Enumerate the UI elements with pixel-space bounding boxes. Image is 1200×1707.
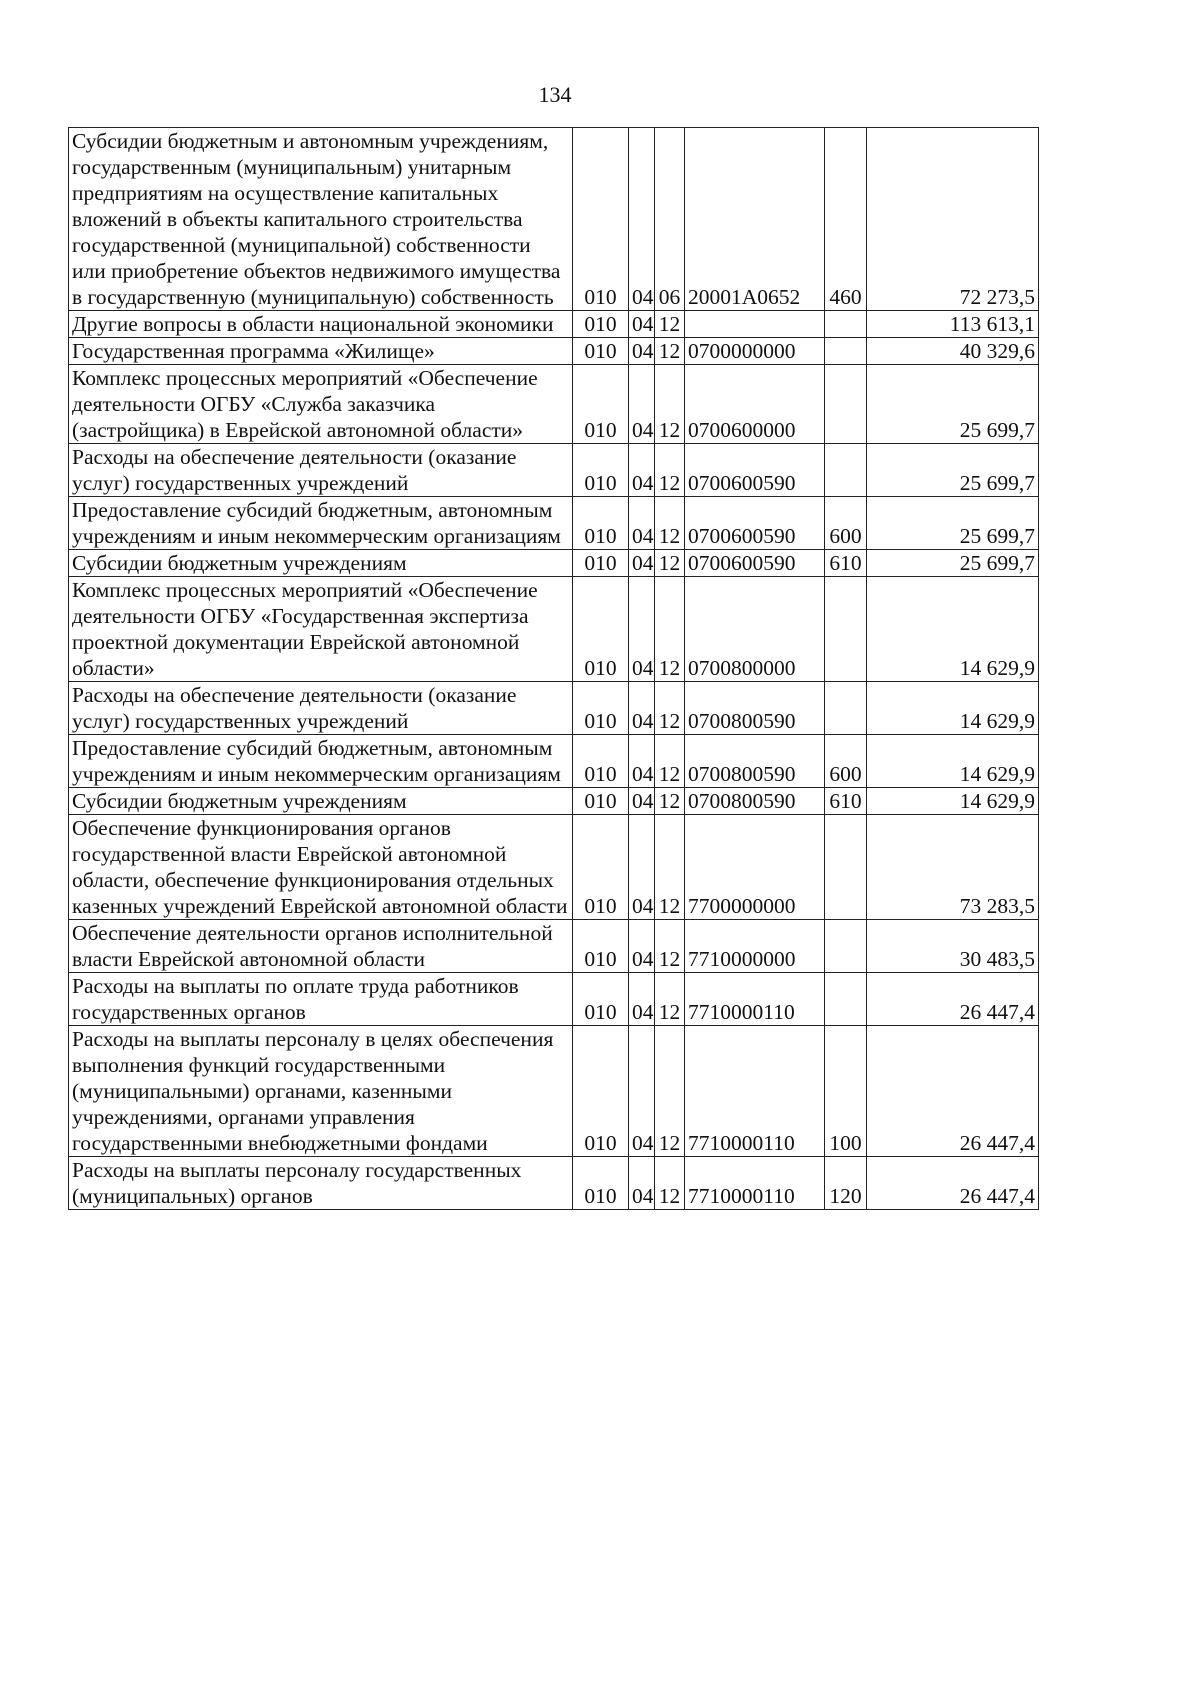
expense-name-cell: Обеспечение деятельности органов исполнительной власти Еврейской автономной области: [69, 920, 573, 973]
expense-name-cell: Предоставление субсидий бюджетным, автономным учреждениям и иным некоммерческим организациям: [69, 735, 573, 788]
section-code-cell: 04: [629, 815, 655, 920]
expense-name-cell: Расходы на выплаты персоналу государственных (муниципальных) органов: [69, 1157, 573, 1210]
section-code-cell: 04: [629, 311, 655, 338]
target-article-code-cell: 7710000110: [685, 973, 825, 1026]
expense-name-cell: Государственная программа «Жилище»: [69, 338, 573, 365]
table-row: [69, 735, 1039, 788]
expense-type-code-cell: 600: [825, 735, 867, 788]
expense-type-code-cell: [825, 365, 867, 444]
subsection-code-cell: 12: [655, 444, 685, 497]
amount-cell: 26 447,4: [867, 973, 1039, 1026]
department-code-cell: 010: [573, 788, 629, 815]
section-code-cell: 04: [629, 920, 655, 973]
expense-name-cell: Расходы на обеспечение деятельности (оказание услуг) государственных учреждений: [69, 682, 573, 735]
amount-cell: 113 613,1: [867, 311, 1039, 338]
amount-cell: 25 699,7: [867, 550, 1039, 577]
expense-type-code-cell: [825, 311, 867, 338]
department-code-cell: 010: [573, 577, 629, 682]
table-row: [69, 788, 1039, 815]
table-row: [69, 973, 1039, 1026]
section-code-cell: 04: [629, 128, 655, 311]
target-article-code-cell: 7710000000: [685, 920, 825, 973]
amount-cell: 30 483,5: [867, 920, 1039, 973]
table-row: [69, 1026, 1039, 1157]
department-code-cell: 010: [573, 682, 629, 735]
section-code-cell: 04: [629, 682, 655, 735]
amount-cell: 14 629,9: [867, 682, 1039, 735]
expense-type-code-cell: [825, 444, 867, 497]
budget-table-body: [69, 128, 1039, 1210]
table-row: [69, 815, 1039, 920]
expense-type-code-cell: [825, 920, 867, 973]
expense-name-cell: Субсидии бюджетным учреждениям: [69, 550, 573, 577]
expense-name-cell: Субсидии бюджетным и автономным учреждениям, государственным (муниципальным) унитарным предприятиям на осуществление капитальных вложений в объекты капитального строительства государственной (муниципальной) собственности или приобретение объектов недвижимого имущества в государственную (муниципальную) собственность: [69, 128, 573, 311]
department-code-cell: 010: [573, 497, 629, 550]
amount-cell: 73 283,5: [867, 815, 1039, 920]
expense-type-code-cell: 610: [825, 788, 867, 815]
amount-cell: 14 629,9: [867, 577, 1039, 682]
target-article-code-cell: 0700800590: [685, 682, 825, 735]
expense-name-cell: Расходы на выплаты персоналу в целях обеспечения выполнения функций государственными (муниципальными) органами, казенными учреждениями, органами управления государственными внебюджетными фондами: [69, 1026, 573, 1157]
expense-type-code-cell: [825, 338, 867, 365]
amount-cell: 25 699,7: [867, 444, 1039, 497]
expense-type-code-cell: 100: [825, 1026, 867, 1157]
amount-cell: 14 629,9: [867, 788, 1039, 815]
page-number: 134: [538, 82, 572, 107]
section-code-cell: 04: [629, 550, 655, 577]
expense-type-code-cell: 610: [825, 550, 867, 577]
department-code-cell: 010: [573, 311, 629, 338]
subsection-code-cell: 12: [655, 577, 685, 682]
subsection-code-cell: 06: [655, 128, 685, 311]
subsection-code-cell: 12: [655, 550, 685, 577]
expense-name-cell: Комплекс процессных мероприятий «Обеспечение деятельности ОГБУ «Служба заказчика (застройщика) в Еврейской автономной области»: [69, 365, 573, 444]
department-code-cell: 010: [573, 444, 629, 497]
target-article-code-cell: 0700600000: [685, 365, 825, 444]
subsection-code-cell: 12: [655, 788, 685, 815]
department-code-cell: 010: [573, 338, 629, 365]
expense-name-cell: Расходы на выплаты по оплате труда работников государственных органов: [69, 973, 573, 1026]
amount-cell: 72 273,5: [867, 128, 1039, 311]
target-article-code-cell: 0700800590: [685, 735, 825, 788]
amount-cell: 14 629,9: [867, 735, 1039, 788]
target-article-code-cell: 7710000110: [685, 1026, 825, 1157]
subsection-code-cell: 12: [655, 735, 685, 788]
section-code-cell: 04: [629, 365, 655, 444]
expense-type-code-cell: [825, 973, 867, 1026]
table-row: [69, 682, 1039, 735]
department-code-cell: 010: [573, 735, 629, 788]
expense-type-code-cell: 460: [825, 128, 867, 311]
amount-cell: 25 699,7: [867, 497, 1039, 550]
subsection-code-cell: 12: [655, 815, 685, 920]
target-article-code-cell: 0700800590: [685, 788, 825, 815]
section-code-cell: 04: [629, 577, 655, 682]
table-row: [69, 920, 1039, 973]
table-row: [69, 311, 1039, 338]
section-code-cell: 04: [629, 444, 655, 497]
expense-name-cell: Предоставление субсидий бюджетным, автономным учреждениям и иным некоммерческим организациям: [69, 497, 573, 550]
expense-name-cell: Обеспечение функционирования органов государственной власти Еврейской автономной области, обеспечение функционирования отдельных казенных учреждений Еврейской автономной области: [69, 815, 573, 920]
section-code-cell: 04: [629, 1026, 655, 1157]
expense-name-cell: Другие вопросы в области национальной экономики: [69, 311, 573, 338]
subsection-code-cell: 12: [655, 920, 685, 973]
subsection-code-cell: 12: [655, 497, 685, 550]
expense-name-cell: Расходы на обеспечение деятельности (оказание услуг) государственных учреждений: [69, 444, 573, 497]
amount-cell: 40 329,6: [867, 338, 1039, 365]
target-article-code-cell: 0700000000: [685, 338, 825, 365]
target-article-code-cell: 0700600590: [685, 497, 825, 550]
target-article-code-cell: 0700600590: [685, 550, 825, 577]
table-row: [69, 550, 1039, 577]
section-code-cell: 04: [629, 338, 655, 365]
section-code-cell: 04: [629, 497, 655, 550]
department-code-cell: 010: [573, 128, 629, 311]
department-code-cell: 010: [573, 920, 629, 973]
expense-name-cell: Комплекс процессных мероприятий «Обеспечение деятельности ОГБУ «Государственная экспертиза проектной документации Еврейской автономной области»: [69, 577, 573, 682]
department-code-cell: 010: [573, 815, 629, 920]
subsection-code-cell: 12: [655, 1026, 685, 1157]
table-row: [69, 338, 1039, 365]
subsection-code-cell: 12: [655, 973, 685, 1026]
expense-type-code-cell: [825, 577, 867, 682]
amount-cell: 26 447,4: [867, 1026, 1039, 1157]
table-row: [69, 497, 1039, 550]
target-article-code-cell: 20001A0652: [685, 128, 825, 311]
section-code-cell: 04: [629, 788, 655, 815]
subsection-code-cell: 12: [655, 682, 685, 735]
department-code-cell: 010: [573, 1026, 629, 1157]
section-code-cell: 04: [629, 1157, 655, 1210]
subsection-code-cell: 12: [655, 311, 685, 338]
table-row: [69, 444, 1039, 497]
target-article-code-cell: 0700600590: [685, 444, 825, 497]
expense-type-code-cell: [825, 815, 867, 920]
table-row: [69, 128, 1039, 311]
department-code-cell: 010: [573, 365, 629, 444]
target-article-code-cell: 7700000000: [685, 815, 825, 920]
expense-type-code-cell: 600: [825, 497, 867, 550]
table-row: [69, 1157, 1039, 1210]
target-article-code-cell: [685, 311, 825, 338]
department-code-cell: 010: [573, 973, 629, 1026]
expense-type-code-cell: 120: [825, 1157, 867, 1210]
budget-table: [68, 127, 1039, 1210]
expense-type-code-cell: [825, 682, 867, 735]
subsection-code-cell: 12: [655, 365, 685, 444]
amount-cell: 26 447,4: [867, 1157, 1039, 1210]
amount-cell: 25 699,7: [867, 365, 1039, 444]
department-code-cell: 010: [573, 1157, 629, 1210]
subsection-code-cell: 12: [655, 1157, 685, 1210]
target-article-code-cell: 7710000110: [685, 1157, 825, 1210]
table-row: [69, 365, 1039, 444]
department-code-cell: 010: [573, 550, 629, 577]
section-code-cell: 04: [629, 973, 655, 1026]
expense-name-cell: Субсидии бюджетным учреждениям: [69, 788, 573, 815]
table-row: [69, 577, 1039, 682]
subsection-code-cell: 12: [655, 338, 685, 365]
target-article-code-cell: 0700800000: [685, 577, 825, 682]
section-code-cell: 04: [629, 735, 655, 788]
